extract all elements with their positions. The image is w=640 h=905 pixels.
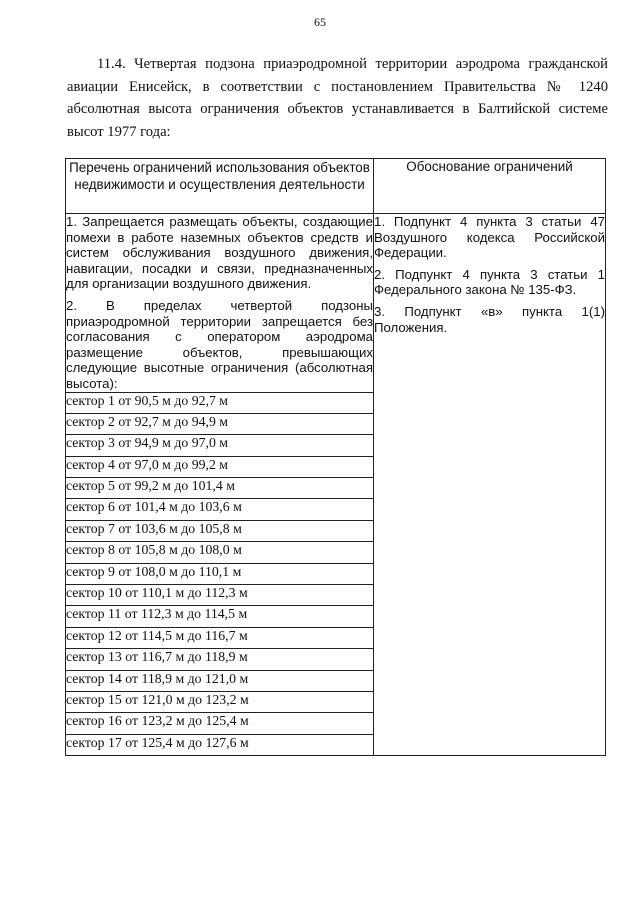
intro-line: 11.4. Четвертая подзона приаэродромной территории аэродрома гражданской bbox=[97, 56, 608, 72]
sector-cell: сектор 8 от 105,8 м до 108,0 м bbox=[66, 542, 374, 563]
sector-cell: сектор 12 от 114,5 м до 116,7 м bbox=[66, 627, 374, 648]
sector-cell: сектор 9 от 108,0 м до 110,1 м bbox=[66, 563, 374, 584]
sector-cell: сектор 6 от 101,4 м до 103,6 м bbox=[66, 499, 374, 520]
sector-cell: сектор 5 от 99,2 м до 101,4 м bbox=[66, 478, 374, 499]
justification-item: 2. Подпункт 4 пункта 3 статьи 1 Федерального закона № 135-ФЗ. bbox=[374, 266, 605, 298]
sector-cell: сектор 11 от 112,3 м до 114,5 м bbox=[66, 606, 374, 627]
sector-cell: сектор 15 от 121,0 м до 123,2 м bbox=[66, 692, 374, 713]
page-number: 65 bbox=[314, 15, 326, 29]
header-restrictions-list: Перечень ограничений использования объектов недвижимости и осуществления деятельности bbox=[66, 159, 374, 214]
intro-line: абсолютная высота ограничения объектов устанавливается в Балтийской системе bbox=[67, 101, 608, 117]
restrictions-table bbox=[65, 158, 606, 756]
table-header-row bbox=[66, 159, 606, 214]
sector-cell: сектор 2 от 92,7 м до 94,9 м bbox=[66, 413, 374, 434]
restrictions-cell bbox=[66, 214, 374, 393]
sector-cell: сектор 3 от 94,9 м до 97,0 м bbox=[66, 435, 374, 456]
sector-cell: сектор 14 от 118,9 м до 121,0 м bbox=[66, 670, 374, 691]
header-justification: Обоснование ограничений bbox=[374, 159, 606, 214]
table-row bbox=[66, 214, 606, 393]
sector-cell: сектор 7 от 103,6 м до 105,8 м bbox=[66, 520, 374, 541]
restriction-paragraph: 1. Запрещается размещать объекты, создающие помехи в работе наземных объектов средств и систем обслуживания воздушного движения, навигации, посадки и связи, предназначенных для организации воздушного движения. bbox=[66, 214, 373, 292]
sector-cell: сектор 16 от 123,2 м до 125,4 м bbox=[66, 713, 374, 734]
sector-cell: сектор 10 от 110,1 м до 112,3 м bbox=[66, 585, 374, 606]
sector-cell: сектор 17 от 125,4 м до 127,6 м bbox=[66, 734, 374, 755]
sector-cell: сектор 4 от 97,0 м до 99,2 м bbox=[66, 456, 374, 477]
justification-item: 3. Подпункт «в» пункта 1(1) Положения. bbox=[374, 303, 605, 335]
intro-paragraph bbox=[67, 53, 608, 143]
intro-line: высот 1977 года: bbox=[67, 123, 171, 140]
sector-cell: сектор 13 от 116,7 м до 118,9 м bbox=[66, 649, 374, 670]
sector-cell: сектор 1 от 90,5 м до 92,7 м bbox=[66, 392, 374, 413]
restriction-paragraph: 2. В пределах четвертой подзоны приаэродромной территории запрещается без согласования с оператором аэродрома размещение объектов, превышающих следующие высотные ограничения (абсолютная высота): bbox=[66, 297, 373, 391]
justification-item: 1. Подпункт 4 пункта 3 статьи 47 Воздушного кодекса Российской Федерации. bbox=[374, 214, 605, 261]
justification-cell bbox=[374, 214, 606, 756]
intro-line: авиации Енисейск, в соответствии с постановлением Правительства № 1240 bbox=[67, 78, 608, 95]
